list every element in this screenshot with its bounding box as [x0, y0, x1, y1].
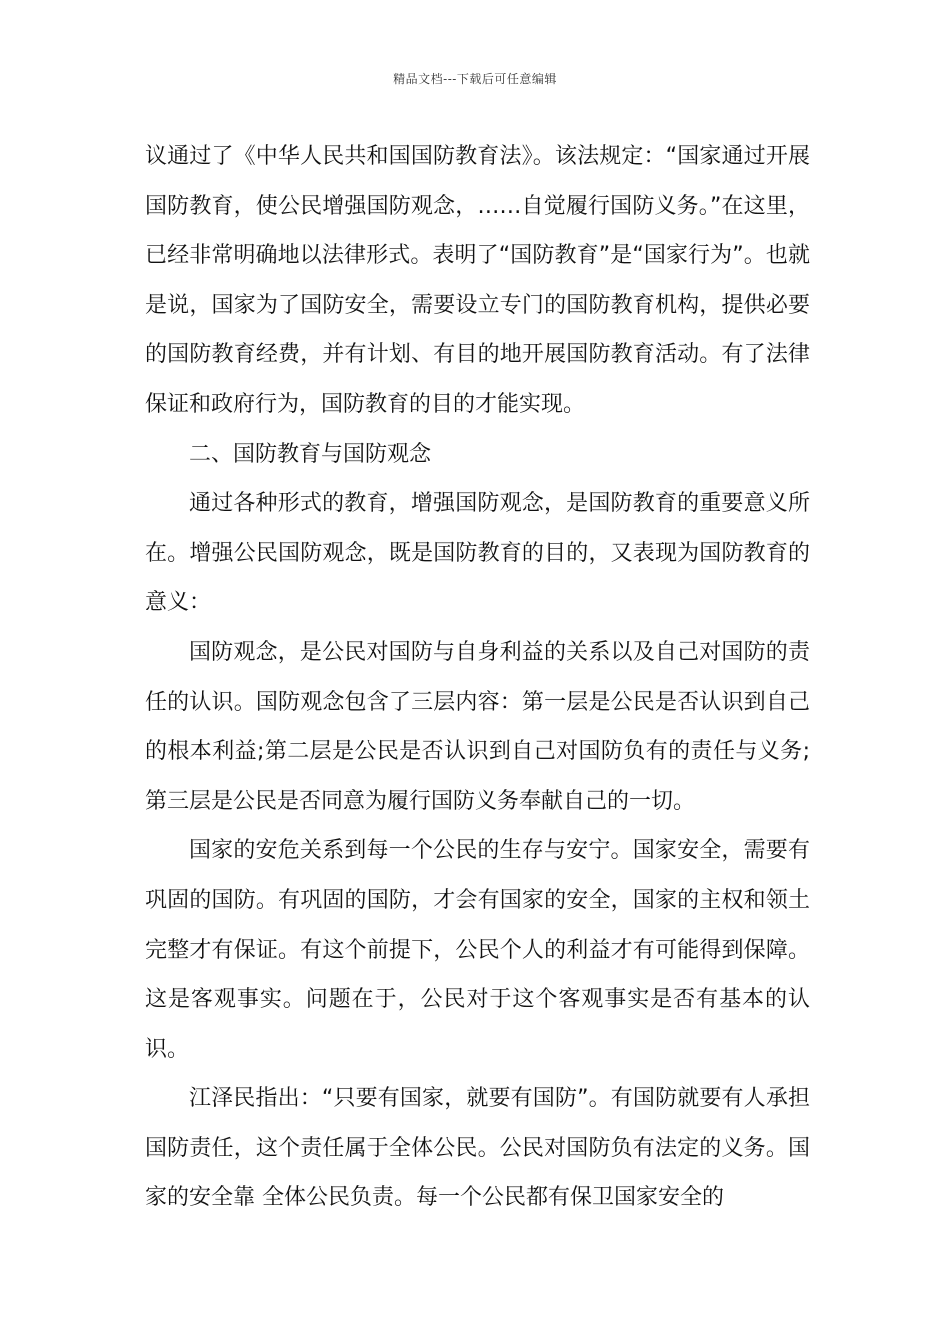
paragraph-1: 议通过了《中华人民共和国国防教育法》。该法规定：“国家通过开展国防教育，使公民增强国防观念，……自觉履行国防义务。”在这里，已经非常明确地以法律形式。表明了“国防教育”是“国家行为”。也就是说，国家为了国防安全，需要设立专门的国防教育机构，提供必要的国防教育经费，并有计划、有目的地开展国防教育活动。有了法律保证和政府行为，国防教育的目的才能实现。 — [145, 144, 810, 417]
section-heading: 二、国防教育与国防观念 — [189, 441, 432, 467]
paragraph-3: 国防观念，是公民对国防与自身利益的关系以及自己对国防的责任的认识。国防观念包含了三层内容：第一层是公民是否认识到自己的根本利益;第二层是公民是否认识到自己对国防负有的责任与义务;第三层是公民是否同意为履行国防义务奉献自己的一切。 — [145, 639, 810, 814]
paragraph-4: 国家的安危关系到每一个公民的生存与安宁。国家安全，需要有巩固的国防。有巩固的国防，才会有国家的安全，国家的主权和领土完整才有保证。有这个前提下，公民个人的利益才有可能得到保障。这是客观事实。问题在于，公民对于这个客观事实是否有基本的认识。 — [145, 838, 810, 1062]
paragraph-5: 江泽民指出：“只要有国家，就要有国防”。有国防就要有人承担国防责任，这个责任属于全体公民。公民对国防负有法定的义务。国家的安全靠 全体公民负责。每一个公民都有保卫国家安全的 — [145, 1086, 810, 1211]
paragraph-2: 通过各种形式的教育，增强国防观念，是国防教育的重要意义所在。增强公民国防观念，既是国防教育的目的，又表现为国防教育的意义： — [145, 491, 810, 616]
page-header: 精品文档---下载后可任意编辑 — [393, 72, 557, 86]
document-body — [145, 132, 810, 1223]
